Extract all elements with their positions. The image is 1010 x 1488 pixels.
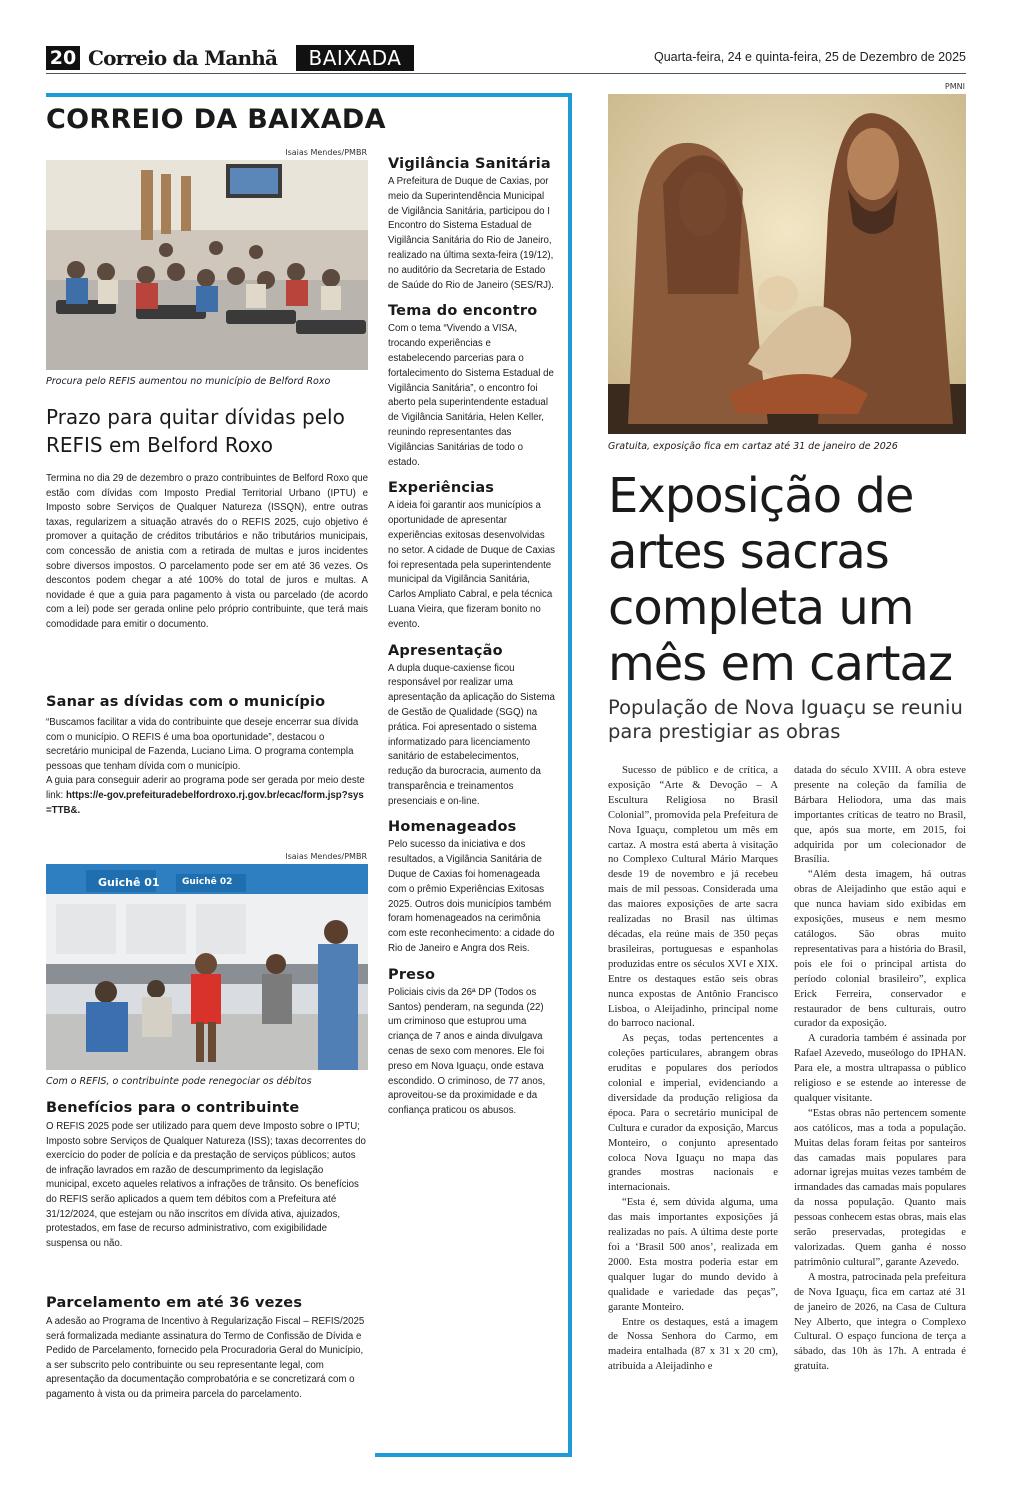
feature-column-1: [608, 764, 778, 1375]
counter-sign: Guichê 02: [182, 877, 233, 887]
article-subheading: Homenageados: [388, 819, 517, 836]
newspaper-masthead: Correio da Manhã: [88, 46, 278, 70]
article-body: [46, 716, 368, 818]
feature-paragraph: Sucesso de público e de crítica, a exposição “Arte & Devoção – A Escultura Religiosa no Brasil Colonial”, promovida pela Prefeitura de Nova Iguaçu, completou um mês em cartaz. A mostra está aberta à visitação no Complexo Cultural Mário Marques desde 19 de novembro e já recebeu mais de mil pessoas. Considerada uma das maiores exposições de arte sacra realizadas no Brasil nas últimas décadas, ela reúne mais de 350 peças brasileiras, portuguesas e espanholas produzidas entre os séculos XVI e XIX. Entre os destaques estão seis obras nunca expostas de Antônio Francisco Lisboa, o Aleijadinho, principal nome do barroco nacional.: [608, 765, 778, 1030]
box-title: CORREIO DA BAIXADA: [46, 104, 386, 135]
photo-credit: Isaias Mendes/PMBR: [285, 852, 367, 861]
article-subheading: Apresentação: [388, 642, 503, 659]
article-subheading: Parcelamento em até 36 vezes: [46, 1295, 303, 1311]
photo-caption: Com o REFIS, o contribuinte pode renegociar os débitos: [46, 1076, 312, 1087]
box-frame-bottom: [375, 1453, 572, 1457]
box-frame-right: [568, 93, 572, 1457]
article-subheading: Experiências: [388, 480, 495, 497]
photo-credit: PMNI: [944, 82, 965, 91]
article-subheading: Benefícios para o contribuinte: [46, 1100, 300, 1116]
feature-paragraph: A mostra, patrocinada pela prefeitura de Nova Iguaçu, fica em cartaz até 31 de janeiro de 2026, na Casa de Cultura Ney Alberto, que integra o Complexo Cultural. O espaço funciona de terça a sábado, das 10h às 17h. A entrada é gratuita.: [794, 1271, 966, 1373]
issue-date: Quarta-feira, 24 e quinta-feira, 25 de Dezembro de 2025: [654, 50, 966, 64]
feature-paragraph: “Além desta imagem, há outras obras de Aleijadinho que estão aqui e que nunca haviam sido exibidas em exposições, museus e nem mesmo catálogos. São obras muito representativas para a história do Brasil, pois ele foi o principal artista do período colonial brasileiro”, explica Erick Ferreira, conservador e restaurador de bens culturais, outro curador da exposição.: [794, 869, 966, 1030]
article-subheading: Preso: [388, 966, 436, 983]
header-rule: [46, 73, 966, 74]
article-body: A adesão ao Programa de Incentivo à Regularização Fiscal – REFIS/2025 será formalizada mediante assinatura do Termo de Confissão de Dívida e Pedido de Parcelamento, fornecido pela Procuradoria Geral do Município, a ser subscrito pelo contribuinte ou seu representante legal, com apresentação da documentação comprobatória e se concretizará com o pagamento à vista ou da primeira parcela do parcelamento.: [46, 1316, 365, 1400]
page-number: 20: [46, 46, 80, 70]
article-body: Termina no dia 29 de dezembro o prazo contribuintes de Belford Roxo que estão com dívidas com Imposto Predial Territorial Urbano (IPTU) e Imposto sobre Serviços de Qualquer Natureza (ISSQN), entre outras taxas, regularizem a situação através do o REFIS 2025, cujo objetivo é promover a quitação de créditos tributários e não tributários municipais, com concessão de anistia com a retirada de multas e juros incidentes sobre diversos impostos. O parcelamento pode ser em até 36 vezes. Os descontos podem chegar a até 100% do total de juros e multas. A novidade é que a guia para pagamento à vista ou parcelado (de acordo com a lei) pode ser gerada online pelo próprio contribuinte, que terá mais comodidade para emitir o documento.: [46, 473, 368, 630]
article-paragraph: Com o tema “Vivendo a VISA, trocando experiências e estabelecendo parcerias para o fortalecimento do Sistema Estadual de Vigilância Sanitária”, o encontro foi aberto pela superintendente estadual de Vigilância Sanitária, Helen Keller, reunindo representantes das Vigilâncias Sanitárias de todo o estado.: [388, 323, 554, 468]
refis-waiting-room-photo: [46, 160, 368, 370]
feature-headline: Exposição de artes sacras completa um mês em cartaz: [608, 468, 953, 692]
feature-subheadline: População de Nova Iguaçu se reuniu para prestigiar as obras: [608, 696, 963, 743]
article-paragraph: A ideia foi garantir aos municípios a oportunidade de apresentar experiências exitosas desenvolvidas no setor. A cidade de Duque de Caxias foi representada pela superintendente municipal da Vigilância Sanitária, Carlos Ampliato Cabral, e pela técnica Luana Vieira, que fizeram bonito no evento.: [388, 500, 555, 630]
counter-sign: Guichê 01: [98, 876, 160, 889]
section-label: BAIXADA: [296, 45, 414, 71]
article-paragraph: A dupla duque-caxiense ficou responsável por realizar uma apresentação da aplicação do Sistema de Gestão de Qualidade (SGQ) na prática. Foi apresentado o sistema informatizado para licenciamento sanitário de estabelecimentos, redução da burocracia, aumento da transparência e treinamentos presenciais e on-line.: [388, 662, 555, 807]
photo-caption: Gratuita, exposição fica em cartaz até 31 de janeiro de 2026: [608, 441, 898, 452]
sacred-art-nativity-photo: [608, 94, 966, 434]
article-subheading: Sanar as dívidas com o município: [46, 694, 326, 710]
article-body: O REFIS 2025 pode ser utilizado para quem deve Imposto sobre o IPTU; Imposto sobre Serviços de Qualquer Natureza (ISS); taxas decorrentes do exercício do poder de polícia e da prestação de serviços públicos; autos de infração lavrados em razão de descumprimento da legislação municipal, exceto aqueles relativos a infrações de trânsito. Os benefícios do REFIS serão aplicados a quem tem débitos com a Prefeitura até 31/12/2024, que estejam ou não inscritos em dívida ativa, ajuizados, protestados, em fase de recurso administrativo, com exigibilidade suspensa ou não.: [46, 1121, 366, 1249]
article-paragraph: “Buscamos facilitar a vida do contribuinte que deseje encerrar sua dívida com o município. O REFIS é uma boa oportunidade”, destacou o secretário municipal de Fazenda, Luciano Lima. O programa contempla pessoas que tenham dívida com o município.: [46, 717, 359, 772]
photo-caption: Procura pelo REFIS aumentou no município de Belford Roxo: [46, 376, 331, 387]
feature-paragraph: As peças, todas pertencentes a coleções particulares, abrangem obras eruditas e populares dos períodos colonial e imperial, evidenciando a diversidade da produção religiosa da época. Para o secretário municipal de Cultura e curador da exposição, Marcus Monteiro, o conjunto apresentado coloca Nova Iguaçu no mapa das grandes mostras nacionais e internacionais.: [608, 1033, 778, 1194]
article-paragraph: Pelo sucesso da iniciativa e dos resultados, a Vigilância Sanitária de Duque de Caxias foi homenageada com o prêmio Experiências Exitosas 2025. Outros dois municípios também foram homenageados na cerimônia com este reconhecimento: a cidade do Rio de Janeiro e Angra dos Reis.: [388, 839, 555, 955]
article-paragraph: Policiais civis da 26ª DP (Todos os Santos) penderam, na segunda (22) um criminoso que estuprou uma criança de 7 anos e ainda divulgava cenas de sexo com menores. Ele foi preso em Nova Iguaçu, onde estava escondido. O criminoso, de 77 anos, aproveitou-se da proximidade e da confiança praticou os abusos.: [388, 986, 546, 1117]
box-frame-top: [46, 93, 572, 97]
article-paragraph: A Prefeitura de Duque de Caxias, por meio da Superintendência Municipal de Vigilância Sanitária, participou do I Encontro do Sistema Estadual de Vigilância Sanitária do Rio de Janeiro, realizado na última sexta-feira (19/12), no auditório da Secretaria de Estado de Saúde do Rio de Janeiro (SES/RJ).: [388, 176, 554, 291]
refis-service-desk-photo: [46, 864, 368, 1070]
article-paragraph: [46, 774, 368, 818]
feature-paragraph: Entre os destaques, está a imagem de Nossa Senhora do Carmo, em madeira entalhada (87 x 31 x 20 cm), atribuída a Aleijadinho e: [608, 1316, 778, 1373]
feature-paragraph: datada do século XVIII. A obra esteve presente na coleção da família de Bárbara Heliodora, uma das mais importantes críticas de teatro no Brasil, que, após sua morte, em 2015, foi adquirida por um colecionador de Brasília.: [794, 765, 966, 866]
photo-credit: Isaias Mendes/PMBR: [285, 148, 367, 157]
link-intro: A guia para conseguir aderir ao programa pode ser gerada por meio deste link:: [46, 775, 365, 801]
feature-paragraph: A curadoria também é assinada por Rafael Azevedo, museólogo do IPHAN. Para ele, a mostra ultrapassa o público religioso e se estende ao interesse de qualquer visitante.: [794, 1033, 966, 1104]
feature-paragraph: “Esta é, sem dúvida alguma, uma das mais importantes exposições já realizadas no país. A última deste porte foi a ‘Brasil 500 anos’, realizada em 2000. Esta mostra poderia estar em qualquer lugar do mundo devido à qualidade e variedade das peças”, garante Monteiro.: [608, 1197, 778, 1313]
article-subheading: Tema do encontro: [388, 303, 538, 320]
feature-column-2: [794, 764, 966, 1375]
feature-paragraph: “Estas obras não pertencem somente aos católicos, mas a toda a população. Muitas delas foram feitas por santeiros das camadas mais populares para adornar igrejas muitas vezes também de irmandades das camadas mais populares da nossa população. Quanto mais pessoas conhecem estas obras, mais elas serão preservadas, protegidas e valorizadas. Quem ganha é nosso patrimônio cultural”, garante Azevedo.: [794, 1107, 966, 1268]
article-subheading: Vigilância Sanitária: [388, 156, 551, 172]
article-headline: Prazo para quitar dívidas pelo REFIS em Belford Roxo: [46, 405, 345, 457]
refis-link[interactable]: https://e-gov.prefeituradebelfordroxo.rj.gov.br/ecac/form.jsp?sys=TTB&.: [46, 789, 364, 816]
vigilancia-article: [388, 156, 556, 1119]
